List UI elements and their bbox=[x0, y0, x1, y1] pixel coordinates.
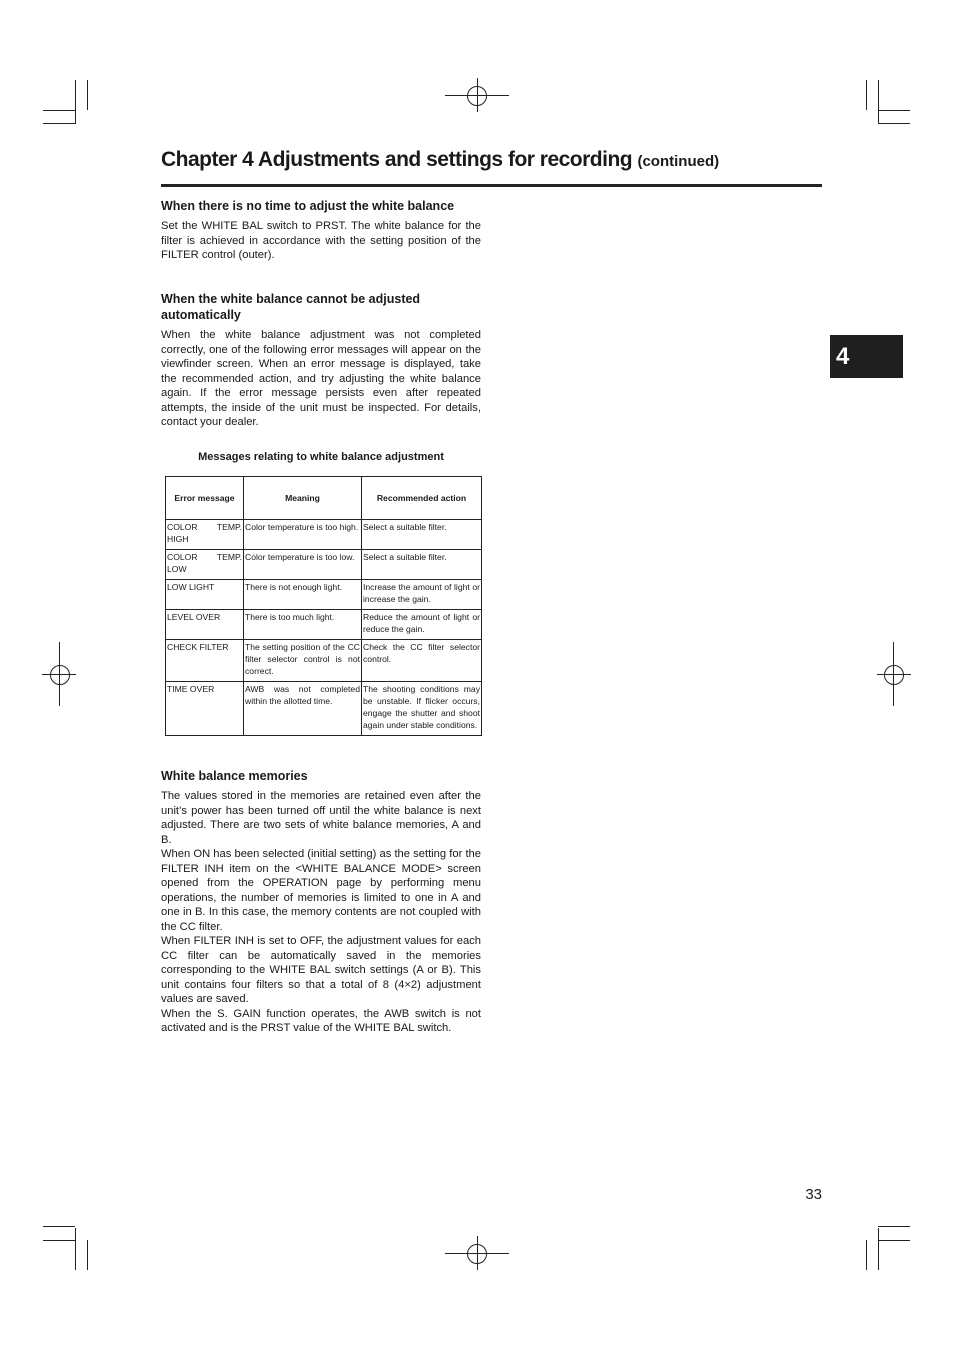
section-cannot-adjust bbox=[161, 291, 481, 430]
section-body: When the white balance adjustment was not completed correctly, one of the following error messages will appear on the viewfinder screen. When an error message is displayed, take the recommended action, and try adjusting the white balance again. If the error message persists even after repeated attempts, the inside of the unit must be inspected. For details, contact your dealer. bbox=[161, 329, 481, 428]
memories-paragraph-3: When FILTER INH is set to OFF, the adjustment values for each CC filter can be automatically saved in the memories corresponding to the WHITE BAL switch settings (A or B). This unit contains four filters so that a total of 8 (4×2) adjustment values are saved. bbox=[161, 935, 481, 1005]
action-cell: Increase the amount of light or increase the gain. bbox=[362, 580, 482, 610]
memories-paragraph-2: When ON has been selected (initial setting) as the setting for the FILTER INH item on the <WHITE BALANCE MODE> screen opened from the OPERATION page by performing menu operations, the number of memories is limited to one in A and one in B. In this case, the memory contents are not coupled with the CC filter. bbox=[161, 848, 481, 933]
page-title bbox=[161, 148, 822, 172]
action-cell: The shooting conditions may be unstable. If flicker occurs, engage the shutter and shoot again under stable conditions. bbox=[362, 682, 482, 736]
table-header-row bbox=[166, 477, 482, 520]
table-caption: Messages relating to white balance adjustment bbox=[198, 451, 444, 463]
table-row bbox=[166, 580, 482, 610]
table-row bbox=[166, 520, 482, 550]
error-message-cell: COLOR TEMP. HIGH bbox=[166, 520, 244, 550]
table-row bbox=[166, 682, 482, 736]
error-message-cell: LOW LIGHT bbox=[166, 580, 244, 610]
error-message-table bbox=[165, 476, 482, 736]
section-memories bbox=[161, 768, 481, 1036]
section-no-time bbox=[161, 198, 481, 263]
column-header-error: Error message bbox=[166, 477, 244, 520]
action-cell: Check the CC filter selector control. bbox=[362, 640, 482, 682]
action-cell: Select a suitable filter. bbox=[362, 550, 482, 580]
error-message-cell: LEVEL OVER bbox=[166, 610, 244, 640]
meaning-cell: There is too much light. bbox=[244, 610, 362, 640]
section-heading-line1: When the white balance cannot be adjusted bbox=[161, 292, 421, 306]
chapter-tab: 4 bbox=[830, 335, 903, 378]
section-heading: When there is no time to adjust the white balance bbox=[161, 199, 455, 213]
action-cell: Select a suitable filter. bbox=[362, 520, 482, 550]
memories-paragraph-4: When the S. GAIN function operates, the AWB switch is not activated and is the PRST value of the WHITE BAL switch. bbox=[161, 1007, 481, 1034]
action-cell: Reduce the amount of light or reduce the gain. bbox=[362, 610, 482, 640]
chapter-title: Chapter 4 Adjustments and settings for recording bbox=[161, 148, 633, 171]
meaning-cell: AWB was not completed within the allotted time. bbox=[244, 682, 362, 736]
title-rule bbox=[161, 184, 822, 187]
column-header-meaning: Meaning bbox=[244, 477, 362, 520]
meaning-cell: There is not enough light. bbox=[244, 580, 362, 610]
meaning-cell: Color temperature is too high. bbox=[244, 520, 362, 550]
memories-paragraph-1: The values stored in the memories are retained even after the unit’s power has been turned off until the white balance is next adjusted. There are two sets of white balance memories, A and B. bbox=[161, 790, 481, 846]
meaning-cell: The setting position of the CC filter selector control is not correct. bbox=[244, 640, 362, 682]
table-row bbox=[166, 550, 482, 580]
section-body: Set the WHITE BAL switch to PRST. The white balance for the filter is achieved in accordance with the setting position of the FILTER control (outer). bbox=[161, 220, 481, 261]
error-message-cell: COLOR TEMP. LOW bbox=[166, 550, 244, 580]
continued-label: (continued) bbox=[637, 153, 720, 170]
table-row bbox=[166, 640, 482, 682]
table-row bbox=[166, 610, 482, 640]
section-heading: White balance memories bbox=[161, 769, 308, 783]
error-message-cell: TIME OVER bbox=[166, 682, 244, 736]
column-header-action: Recommended action bbox=[362, 477, 482, 520]
error-message-cell: CHECK FILTER bbox=[166, 640, 244, 682]
section-heading-line2: automatically bbox=[161, 308, 241, 322]
page-number: 33 bbox=[805, 1186, 822, 1203]
meaning-cell: Color temperature is too low. bbox=[244, 550, 362, 580]
